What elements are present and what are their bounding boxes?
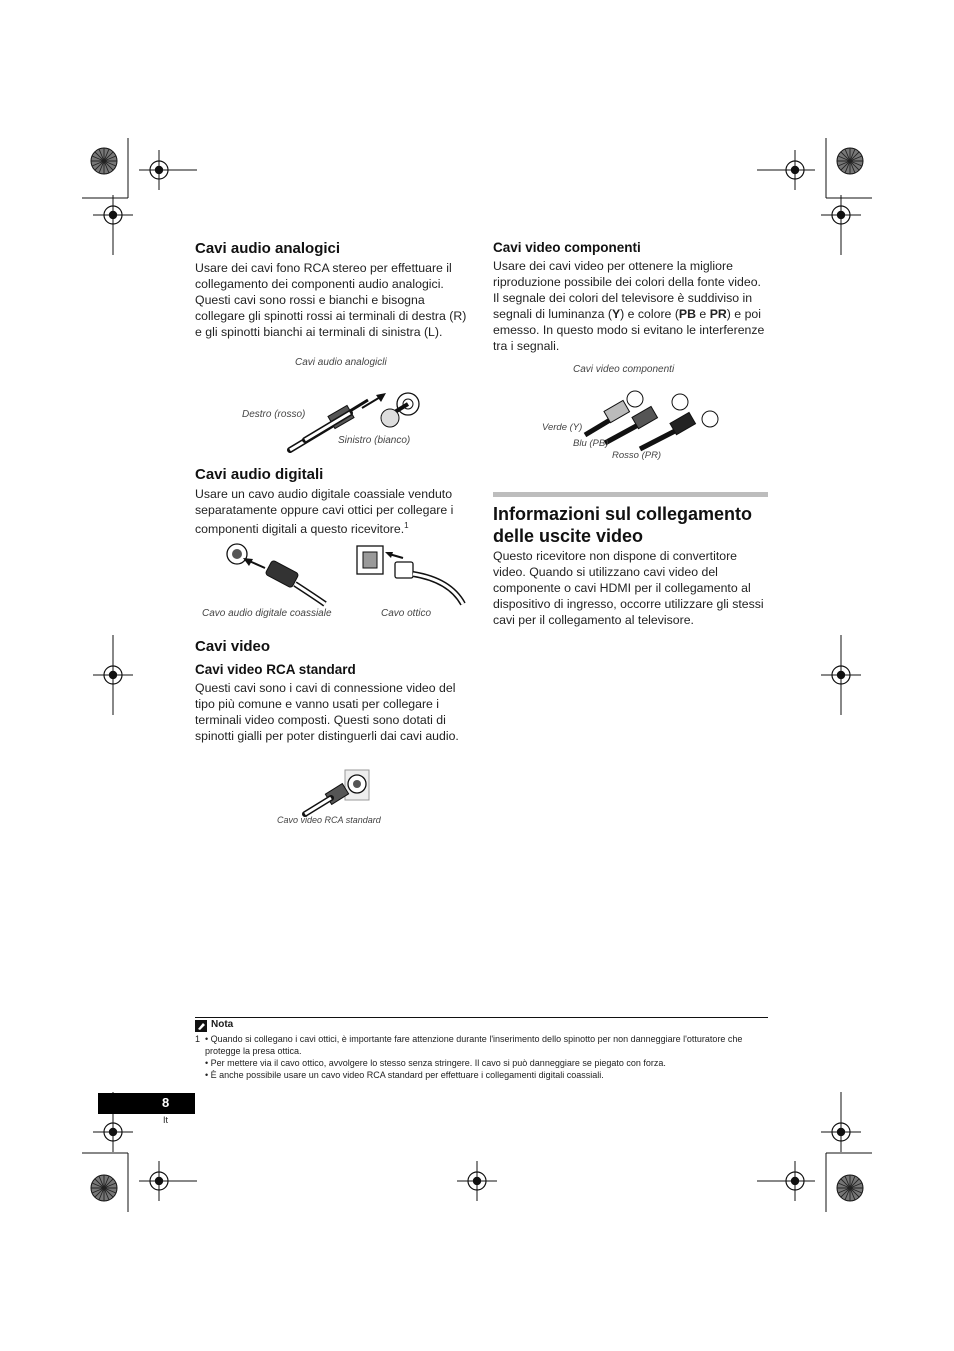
pr-symbol: PR <box>709 307 727 321</box>
component-video-heading: Cavi video componenti <box>493 240 641 255</box>
analog-audio-body: Usare dei cavi fono RCA stereo per effettuare il collegamento dei componenti audio analogici. Questi cavi sono rossi e bianchi e bisogna collegare gli spinotti rossi ai terminali di destra (R) e gli spinotti bianchi ai terminali di sinistra (L). <box>195 261 467 339</box>
analog-audio-heading: Cavi audio analogici <box>195 240 341 257</box>
note-item: • Per mettere via il cavo ottico, avvolgere lo stesso senza stringere. Il cavo si può danneggiare se piegato con forza. <box>205 1058 666 1068</box>
page-tab-left <box>98 1093 195 1114</box>
note-title: Nota <box>211 1019 234 1030</box>
rca-video-body: Questi cavi sono i cavi di connessione video del tipo più comune e vanno usati per collegare i terminali video composti. Questi sono dotati di spinotti gialli per poter distinguerli dai cavi audio. <box>195 681 459 743</box>
optical-caption: Cavo ottico <box>381 608 432 619</box>
section-rule <box>493 492 768 497</box>
component-video-body: Usare dei cavi video per ottenere la migliore riproduzione possibile dei colori della fonte video. Il segnale dei colori del televisore è suddiviso in segnali di luminanza (Y) e colore (PB e PR) e poi emesso. In questo modo si evitano le interferenze tra i segnali. <box>493 259 765 353</box>
rca-video-illustration <box>303 768 383 818</box>
component-fig-caption: Cavi video componenti <box>573 364 675 375</box>
component-label-blue: Blu (PB) <box>573 438 609 449</box>
page-number: 8 <box>162 1095 170 1110</box>
video-output-heading: Informazioni sul collegamento delle uscite video <box>493 504 753 546</box>
footnote-ref: 1 <box>404 521 409 530</box>
analog-rca-illustration <box>290 378 490 458</box>
note-list <box>205 1033 765 1081</box>
component-label-red: Rosso (PR) <box>612 450 662 461</box>
pencil-icon <box>195 1020 207 1032</box>
analog-label-right: Destro (rosso) <box>242 409 306 420</box>
rca-video-caption: Cavo video RCA standard <box>277 815 381 825</box>
luma-symbol: Y <box>611 307 621 321</box>
note-number: 1 <box>195 1034 201 1044</box>
analog-label-left: Sinistro (bianco) <box>338 435 411 446</box>
note-item: • È anche possibile usare un cavo video RCA standard per effettuare i collegamenti digitali coassiali. <box>205 1070 604 1080</box>
coax-cable-illustration <box>225 542 335 612</box>
digital-audio-body: Usare un cavo audio digitale coassiale venduto separatamente oppure cavi ottici per collegare i componenti digitali a questo ricevitore.$^1$ <box>195 487 454 537</box>
analog-fig-caption: Cavi audio analogicli <box>295 357 387 368</box>
rca-video-heading: Cavi video RCA standard <box>195 662 356 677</box>
video-output-body: Questo ricevitore non dispone di convertitore video. Quando si utilizzano cavi video del componente o cavi HDMI per il collegamento al dispositivo di ingresso, occorre utilizzare gli stessi cavi per il collegamento al televisore. <box>493 549 764 627</box>
note-item: • Quando si collegano i cavi ottici, è importante fare attenzione durante l'inserimento dello spinotto per non danneggiare l'otturatore che protegge la presa ottica. <box>205 1034 743 1056</box>
language-code: It <box>163 1115 169 1125</box>
optical-cable-illustration <box>355 542 475 612</box>
coax-caption: Cavo audio digitale coassiale <box>202 608 332 619</box>
digital-audio-heading: Cavi audio digitali <box>195 466 324 483</box>
component-label-green: Verde (Y) <box>542 422 583 433</box>
video-cables-heading: Cavi video <box>195 638 271 655</box>
pb-symbol: PB <box>678 307 697 321</box>
note-rule <box>195 1017 768 1018</box>
